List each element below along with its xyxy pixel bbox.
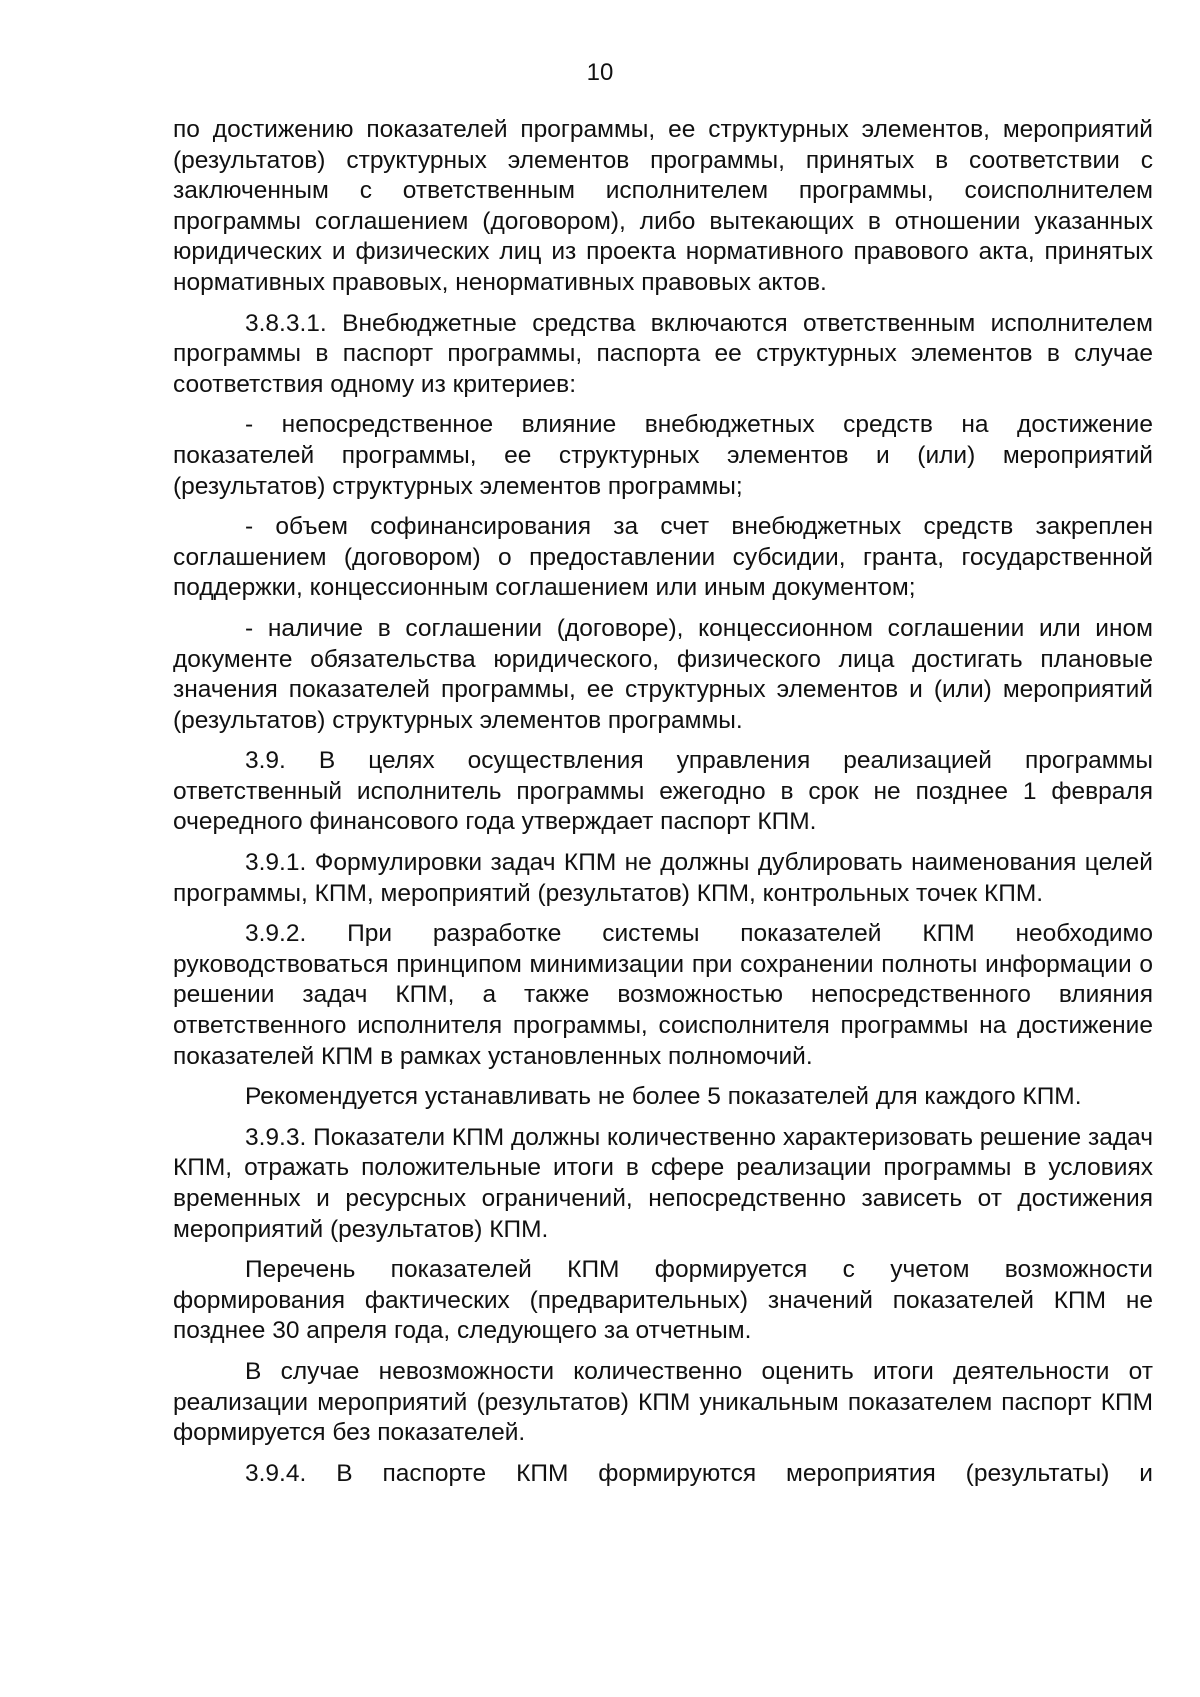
paragraph-3-9: 3.9. В целях осуществления управления реализацией программы ответственный исполнитель программы ежегодно в срок не позднее 1 февраля очередного финансового года утверждает паспорт КПМ. xyxy=(173,747,1153,836)
paragraph-3-9-1: 3.9.1. Формулировки задач КПМ не должны дублировать наименования целей программы, КПМ, мероприятий (результатов) КПМ, контрольных точек КПМ. xyxy=(173,849,1153,907)
list-item-criterion-3: - наличие в соглашении (договоре), концессионном соглашении или ином документе обязательства юридического, физического лица достигать плановые значения показателей программы, ее структурных элементов и (или) мероприятий (результатов) структурных элементов программы. xyxy=(173,614,1153,734)
page-number: 10 xyxy=(586,59,614,86)
paragraph-3-9-2: 3.9.2. При разработке системы показателей КПМ необходимо руководствоваться принципом минимизации при сохранении полноты информации о решении задач КПМ, а также возможностью непосредственного влияния ответственного исполнителя программы, соисполнителя программы на достижение показателей КПМ в рамках установленных полномочий. xyxy=(173,920,1153,1070)
list-item-criterion-1: - непосредственное влияние внебюджетных средств на достижение показателей программы, ее структурных элементов и (или) мероприятий (результатов) структурных элементов программы; xyxy=(173,411,1153,500)
paragraph-indicator-list: Перечень показателей КПМ формируется с учетом возможности формирования фактических (предварительных) значений показателей КПМ не позднее 30 апреля года, следующего за отчетным. xyxy=(173,1256,1153,1345)
document-body xyxy=(173,115,1153,1499)
paragraph-3-8-3-1: 3.8.3.1. Внебюджетные средства включаются ответственным исполнителем программы в паспорт программы, паспорта ее структурных элементов в случае соответствия одному из критериев: xyxy=(173,309,1153,398)
paragraph-no-indicators: В случае невозможности количественно оценить итоги деятельности от реализации мероприятий (результатов) КПМ уникальным показателем паспорт КПМ формируется без показателей. xyxy=(173,1357,1153,1447)
paragraph-recommendation: Рекомендуется устанавливать не более 5 показателей для каждого КПМ. xyxy=(245,1083,1082,1111)
list-item-criterion-2: - объем софинансирования за счет внебюджетных средств закреплен соглашением (договором) о предоставлении субсидии, гранта, государственной поддержки, концессионным соглашением или иным документом; xyxy=(173,513,1153,602)
paragraph-3-9-3: 3.9.3. Показатели КПМ должны количественно характеризовать решение задач КПМ, отражать положительные итоги в сфере реализации программы в условиях временных и ресурсных ограничений, непосредственно зависеть от достижения мероприятий (результатов) КПМ. xyxy=(173,1123,1153,1243)
paragraph-3-9-4: 3.9.4. В паспорте КПМ формируются мероприятия (результаты) и xyxy=(245,1459,1153,1487)
paragraph-continued: по достижению показателей программы, ее структурных элементов, мероприятий (результатов) структурных элементов программы, принятых в соответствии с заключенным с ответственным исполнителем программы, соисполнителем программы соглашением (договором), либо вытекающих в отношении указанных юридических и физических лиц из проекта нормативного правового акта, принятых нормативных правовых, ненормативных правовых актов. xyxy=(173,116,1153,296)
